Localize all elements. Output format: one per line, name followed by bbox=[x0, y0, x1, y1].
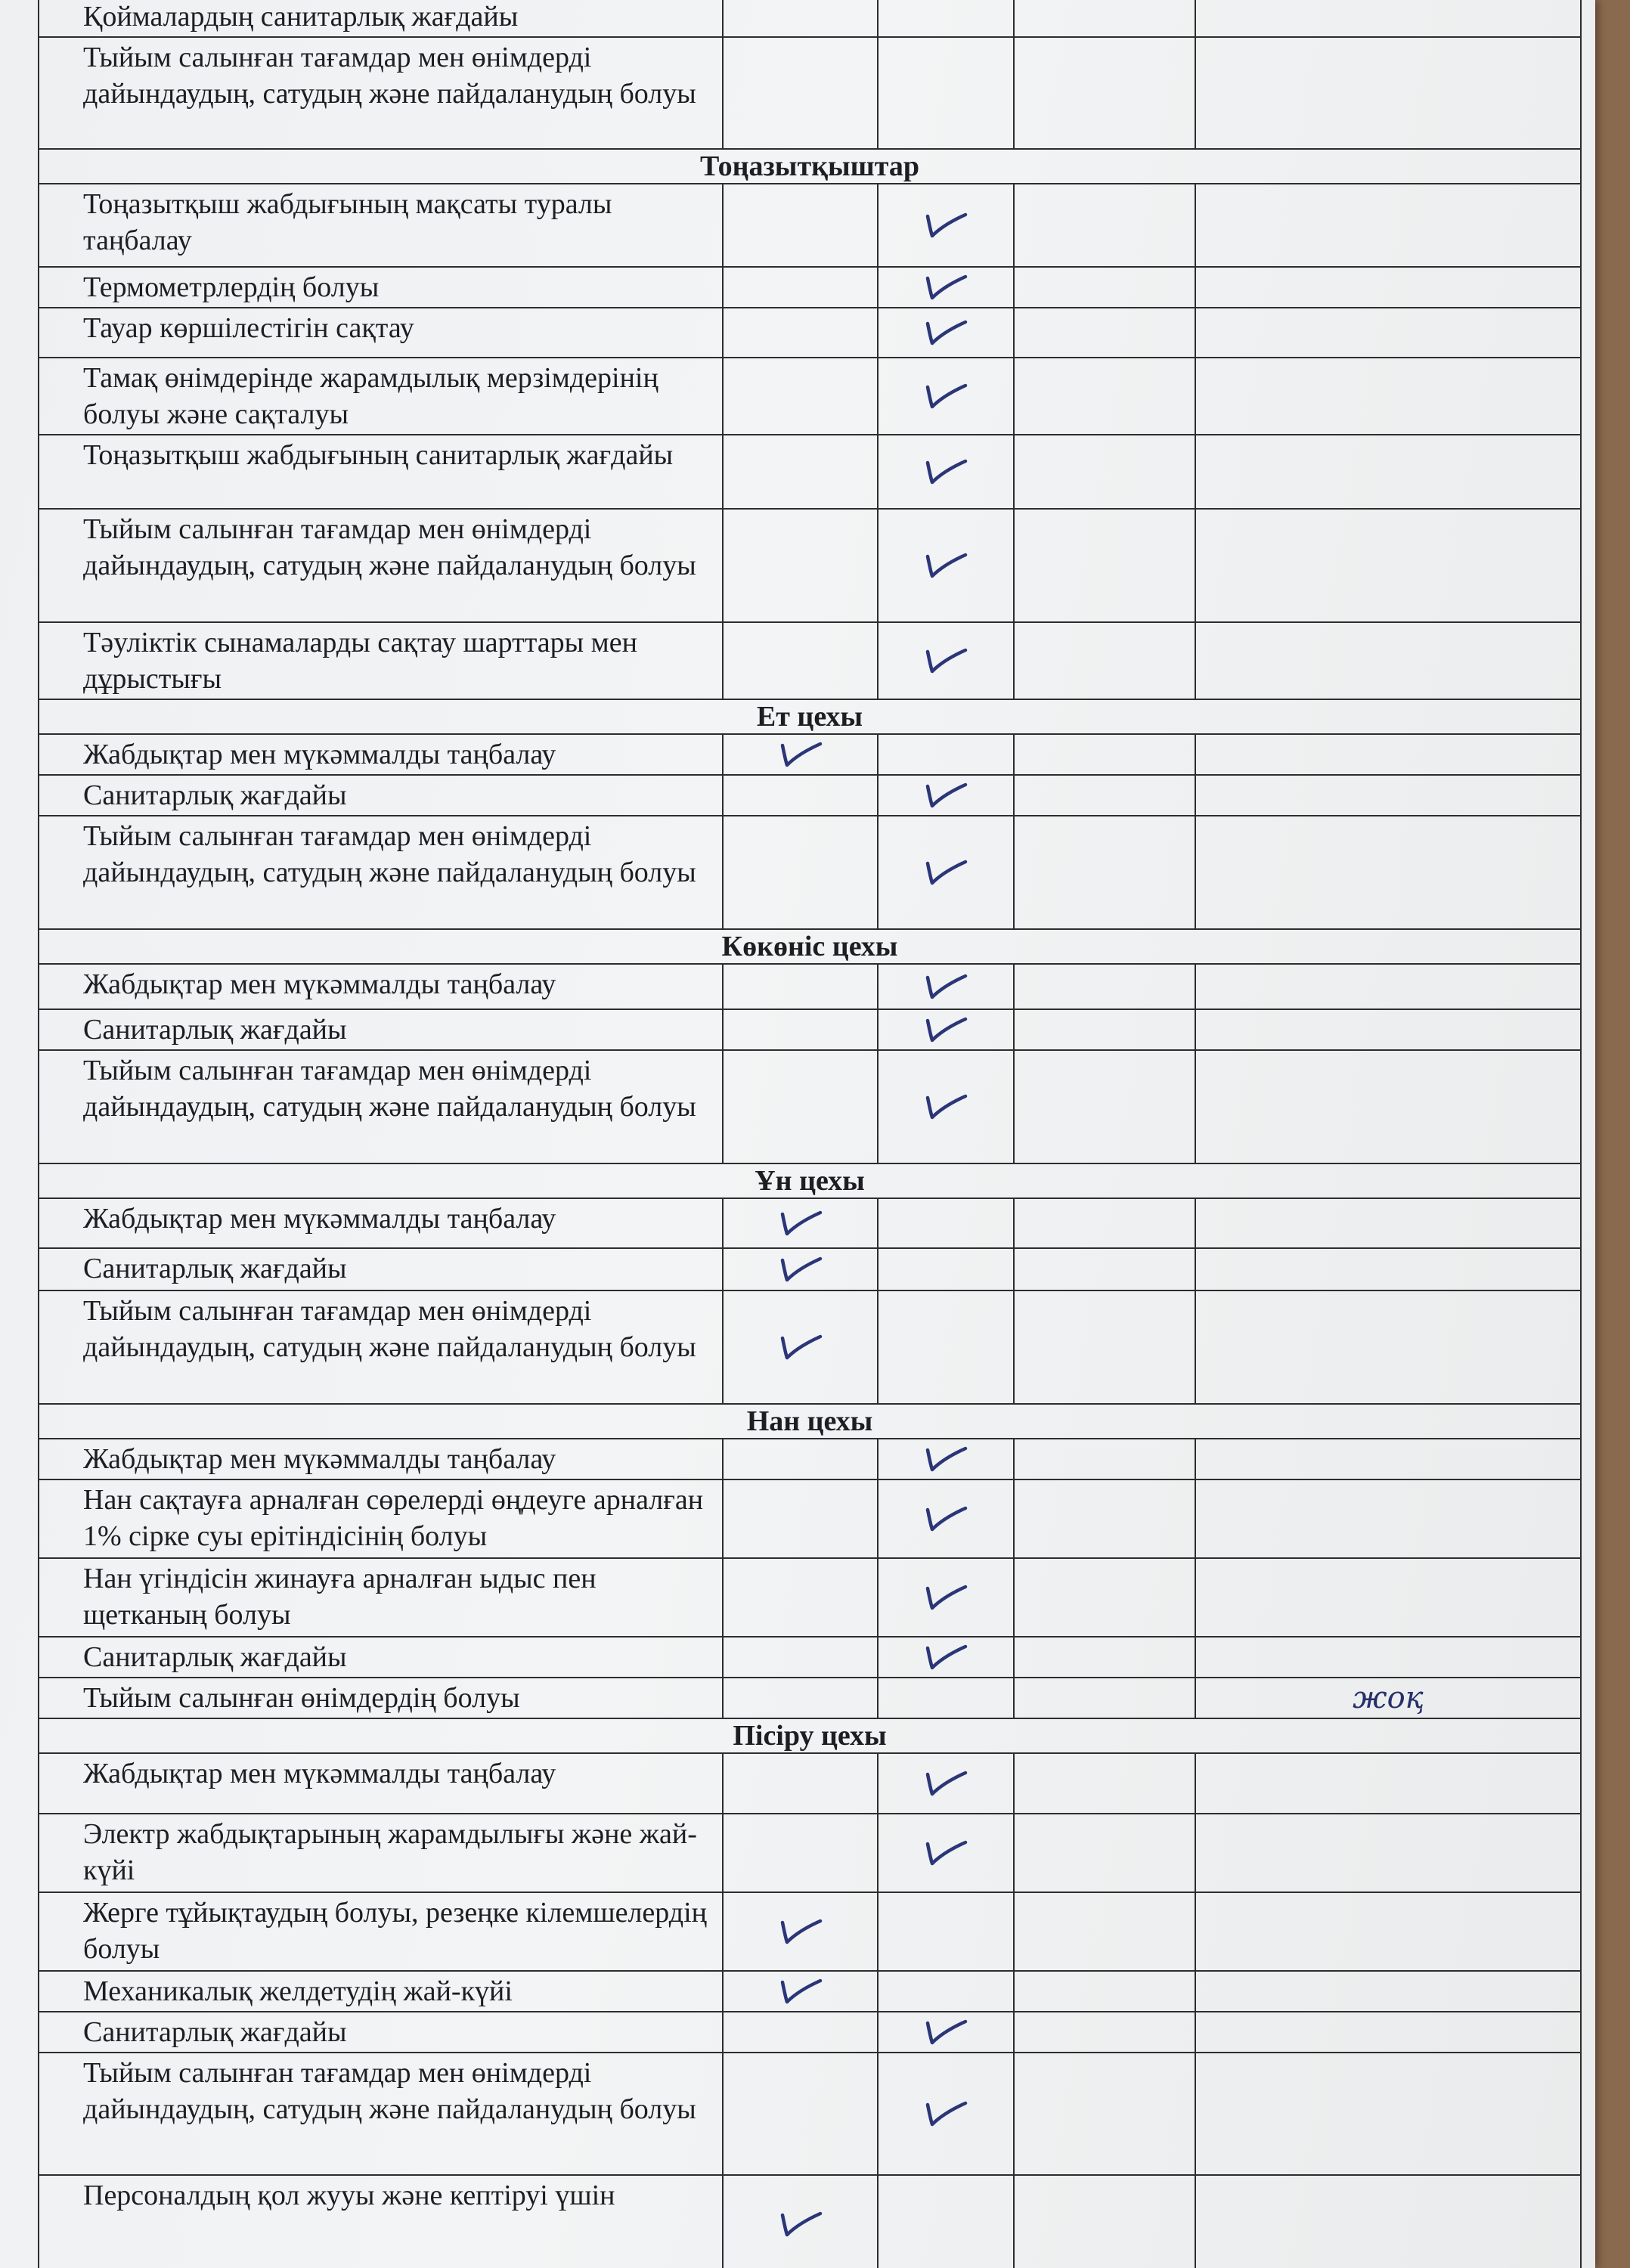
mark-cell-col3 bbox=[1014, 1290, 1195, 1404]
mark-cell-col3 bbox=[1014, 1892, 1195, 1971]
mark-cell-col1 bbox=[723, 1439, 878, 1479]
criterion-label: Жабдықтар мен мүкәммалды таңбалау bbox=[39, 1439, 723, 1479]
checklist-row bbox=[39, 267, 1581, 308]
criterion-label: Тоңазытқыш жабдығының мақсаты туралы таңбалау bbox=[39, 184, 723, 267]
note-cell bbox=[1195, 1050, 1581, 1163]
mark-cell-col1 bbox=[723, 184, 878, 267]
checklist-row bbox=[39, 734, 1581, 775]
note-cell bbox=[1195, 1971, 1581, 2012]
handwritten-check-icon bbox=[922, 1768, 970, 1799]
mark-cell-col2 bbox=[878, 2053, 1014, 2175]
mark-cell-col3 bbox=[1014, 0, 1195, 37]
checklist-row bbox=[39, 1678, 1581, 1718]
handwritten-check-icon bbox=[922, 1092, 970, 1122]
checklist-row bbox=[39, 2053, 1581, 2175]
criterion-label: Механикалық желдетудің жай-күйі bbox=[39, 1971, 723, 2012]
note-cell bbox=[1195, 1479, 1581, 1558]
mark-cell-col2 bbox=[878, 358, 1014, 435]
mark-cell-col1 bbox=[723, 308, 878, 358]
note-cell bbox=[1195, 1814, 1581, 1892]
criterion-label: Электр жабдықтарының жарамдылығы және жай-күйі bbox=[39, 1814, 723, 1892]
handwritten-check-icon bbox=[922, 457, 970, 487]
criterion-label: Қоймалардың санитарлық жағдайы bbox=[39, 0, 723, 37]
mark-cell-col3 bbox=[1014, 509, 1195, 622]
mark-cell-col1 bbox=[723, 1290, 878, 1404]
handwritten-check-icon bbox=[922, 2099, 970, 2129]
mark-cell-col3 bbox=[1014, 1050, 1195, 1163]
mark-cell-col1 bbox=[723, 1479, 878, 1558]
note-cell bbox=[1195, 267, 1581, 308]
criterion-label: Тәуліктік сынамаларды сақтау шарттары мен дұрыстығы bbox=[39, 622, 723, 699]
mark-cell-col1 bbox=[723, 1050, 878, 1163]
criterion-label: Тыйым салынған тағамдар мен өнімдерді дайындаудың, сатудың және пайдаланудың болуы bbox=[39, 509, 723, 622]
mark-cell-col2 bbox=[878, 1892, 1014, 1971]
mark-cell-col1 bbox=[723, 1814, 878, 1892]
mark-cell-col2 bbox=[878, 2012, 1014, 2053]
checklist-row bbox=[39, 1558, 1581, 1637]
checklist-row bbox=[39, 37, 1581, 149]
criterion-label: Тамақ өнімдерінде жарамдылық мерзімдерінің болуы және сақталуы bbox=[39, 358, 723, 435]
note-cell bbox=[1195, 1439, 1581, 1479]
handwritten-check-icon bbox=[776, 739, 825, 770]
note-cell bbox=[1195, 1753, 1581, 1814]
checklist-row bbox=[39, 1479, 1581, 1558]
note-cell bbox=[1195, 1892, 1581, 1971]
mark-cell-col3 bbox=[1014, 1198, 1195, 1248]
note-cell bbox=[1195, 184, 1581, 267]
criterion-label: Тыйым салынған тағамдар мен өнімдерді дайындаудың, сатудың және пайдаланудың болуы bbox=[39, 37, 723, 149]
mark-cell-col1 bbox=[723, 1198, 878, 1248]
mark-cell-col2 bbox=[878, 734, 1014, 775]
mark-cell-col2 bbox=[878, 1637, 1014, 1678]
criterion-label: Жабдықтар мен мүкәммалды таңбалау bbox=[39, 964, 723, 1009]
mark-cell-col3 bbox=[1014, 267, 1195, 308]
handwritten-check-icon bbox=[922, 272, 970, 302]
criterion-label: Санитарлық жағдайы bbox=[39, 1637, 723, 1678]
handwritten-check-icon bbox=[922, 857, 970, 888]
mark-cell-col1 bbox=[723, 622, 878, 699]
criterion-label: Санитарлық жағдайы bbox=[39, 1009, 723, 1050]
mark-cell-col3 bbox=[1014, 964, 1195, 1009]
note-cell bbox=[1195, 964, 1581, 1009]
criterion-label: Персоналдың қол жууы және кептіруі үшін bbox=[39, 2175, 723, 2268]
note-cell bbox=[1195, 0, 1581, 37]
inspection-checklist-table bbox=[38, 0, 1582, 2268]
section-header bbox=[39, 149, 1581, 184]
handwritten-check-icon bbox=[922, 1015, 970, 1045]
mark-cell-col3 bbox=[1014, 2175, 1195, 2268]
note-cell bbox=[1195, 37, 1581, 149]
handwritten-check-icon bbox=[922, 780, 970, 810]
criterion-label: Тыйым салынған тағамдар мен өнімдерді дайындаудың, сатудың және пайдаланудың болуы bbox=[39, 1050, 723, 1163]
mark-cell-col2 bbox=[878, 1814, 1014, 1892]
note-cell bbox=[1195, 2053, 1581, 2175]
criterion-label: Тауар көршілестігін сақтау bbox=[39, 308, 723, 358]
criterion-label: Жабдықтар мен мүкәммалды таңбалау bbox=[39, 1198, 723, 1248]
mark-cell-col1 bbox=[723, 1678, 878, 1718]
checklist-row bbox=[39, 1050, 1581, 1163]
handwritten-check-icon bbox=[922, 210, 970, 240]
handwritten-check-icon bbox=[922, 381, 970, 411]
handwritten-check-icon bbox=[922, 1582, 970, 1613]
mark-cell-col3 bbox=[1014, 184, 1195, 267]
checklist-row bbox=[39, 816, 1581, 929]
mark-cell-col2 bbox=[878, 1558, 1014, 1637]
checklist-row bbox=[39, 775, 1581, 816]
checklist-row bbox=[39, 435, 1581, 509]
section-title: Ет цехы bbox=[39, 699, 1581, 734]
criterion-label: Санитарлық жағдайы bbox=[39, 2012, 723, 2053]
note-cell bbox=[1195, 2175, 1581, 2268]
mark-cell-col3 bbox=[1014, 308, 1195, 358]
mark-cell-col1 bbox=[723, 1009, 878, 1050]
checklist-row bbox=[39, 1892, 1581, 1971]
note-cell bbox=[1195, 509, 1581, 622]
criterion-label: Термометрлердің болуы bbox=[39, 267, 723, 308]
mark-cell-col3 bbox=[1014, 2012, 1195, 2053]
mark-cell-col1 bbox=[723, 2012, 878, 2053]
note-cell bbox=[1195, 1637, 1581, 1678]
mark-cell-col3 bbox=[1014, 1558, 1195, 1637]
mark-cell-col1 bbox=[723, 435, 878, 509]
mark-cell-col2 bbox=[878, 775, 1014, 816]
mark-cell-col1 bbox=[723, 734, 878, 775]
mark-cell-col3 bbox=[1014, 1248, 1195, 1290]
mark-cell-col2 bbox=[878, 267, 1014, 308]
handwritten-check-icon bbox=[922, 646, 970, 676]
mark-cell-col2 bbox=[878, 1971, 1014, 2012]
mark-cell-col2 bbox=[878, 1678, 1014, 1718]
section-header bbox=[39, 1718, 1581, 1753]
checklist-row bbox=[39, 1971, 1581, 2012]
mark-cell-col2 bbox=[878, 184, 1014, 267]
mark-cell-col3 bbox=[1014, 1637, 1195, 1678]
note-cell bbox=[1195, 435, 1581, 509]
mark-cell-col2 bbox=[878, 308, 1014, 358]
mark-cell-col3 bbox=[1014, 775, 1195, 816]
mark-cell-col3 bbox=[1014, 1479, 1195, 1558]
mark-cell-col1 bbox=[723, 0, 878, 37]
checklist-row bbox=[39, 2012, 1581, 2053]
handwritten-check-icon bbox=[922, 318, 970, 348]
mark-cell-col1 bbox=[723, 964, 878, 1009]
handwritten-check-icon bbox=[922, 1642, 970, 1672]
checklist-row bbox=[39, 1439, 1581, 1479]
mark-cell-col1 bbox=[723, 1971, 878, 2012]
checklist-row bbox=[39, 1814, 1581, 1892]
mark-cell-col3 bbox=[1014, 1753, 1195, 1814]
mark-cell-col1 bbox=[723, 1558, 878, 1637]
mark-cell-col2 bbox=[878, 964, 1014, 1009]
mark-cell-col2 bbox=[878, 509, 1014, 622]
handwritten-check-icon bbox=[776, 1208, 825, 1238]
section-title: Пісіру цехы bbox=[39, 1718, 1581, 1753]
section-header bbox=[39, 929, 1581, 964]
mark-cell-col2 bbox=[878, 1009, 1014, 1050]
note-cell bbox=[1195, 1009, 1581, 1050]
mark-cell-col1 bbox=[723, 2053, 878, 2175]
note-cell bbox=[1195, 308, 1581, 358]
note-cell bbox=[1195, 2012, 1581, 2053]
mark-cell-col1 bbox=[723, 358, 878, 435]
criterion-label: Тыйым салынған тағамдар мен өнімдерді дайындаудың, сатудың және пайдаланудың болуы bbox=[39, 816, 723, 929]
mark-cell-col3 bbox=[1014, 1678, 1195, 1718]
handwritten-check-icon bbox=[776, 1976, 825, 2006]
mark-cell-col1 bbox=[723, 2175, 878, 2268]
mark-cell-col1 bbox=[723, 37, 878, 149]
checklist-row bbox=[39, 1198, 1581, 1248]
section-header bbox=[39, 699, 1581, 734]
checklist-row bbox=[39, 1753, 1581, 1814]
handwritten-check-icon bbox=[922, 1504, 970, 1534]
mark-cell-col3 bbox=[1014, 435, 1195, 509]
criterion-label: Нан үгіндісін жинауға арналған ыдыс пен щетканың болуы bbox=[39, 1558, 723, 1637]
criterion-label: Тыйым салынған өнімдердің болуы bbox=[39, 1678, 723, 1718]
handwritten-check-icon bbox=[922, 550, 970, 581]
checklist-row bbox=[39, 0, 1581, 37]
checklist-body bbox=[39, 0, 1581, 2268]
note-cell bbox=[1195, 1290, 1581, 1404]
criterion-label: Жерге тұйықтаудың болуы, резеңке кілемшелердің болуы bbox=[39, 1892, 723, 1971]
mark-cell-col1 bbox=[723, 1248, 878, 1290]
handwritten-check-icon bbox=[776, 1254, 825, 1284]
mark-cell-col1 bbox=[723, 1892, 878, 1971]
criterion-label: Жабдықтар мен мүкәммалды таңбалау bbox=[39, 1753, 723, 1814]
mark-cell-col2 bbox=[878, 622, 1014, 699]
section-title: Тоңазытқыштар bbox=[39, 149, 1581, 184]
checklist-row bbox=[39, 1248, 1581, 1290]
checklist-row bbox=[39, 1290, 1581, 1404]
checklist-row bbox=[39, 622, 1581, 699]
note-cell bbox=[1195, 816, 1581, 929]
handwritten-check-icon bbox=[776, 2209, 825, 2239]
mark-cell-col2 bbox=[878, 37, 1014, 149]
mark-cell-col2 bbox=[878, 2175, 1014, 2268]
mark-cell-col2 bbox=[878, 1050, 1014, 1163]
handwritten-check-icon bbox=[922, 1838, 970, 1868]
note-cell bbox=[1195, 358, 1581, 435]
mark-cell-col3 bbox=[1014, 358, 1195, 435]
handwritten-note: жоқ bbox=[1353, 1681, 1424, 1715]
mark-cell-col1 bbox=[723, 775, 878, 816]
handwritten-check-icon bbox=[776, 1332, 825, 1362]
mark-cell-col3 bbox=[1014, 816, 1195, 929]
mark-cell-col2 bbox=[878, 435, 1014, 509]
mark-cell-col2 bbox=[878, 1248, 1014, 1290]
handwritten-check-icon bbox=[776, 1916, 825, 1947]
checklist-row bbox=[39, 509, 1581, 622]
note-cell bbox=[1195, 734, 1581, 775]
note-cell bbox=[1195, 1558, 1581, 1637]
note-cell bbox=[1195, 775, 1581, 816]
mark-cell-col2 bbox=[878, 816, 1014, 929]
mark-cell-col2 bbox=[878, 1439, 1014, 1479]
mark-cell-col3 bbox=[1014, 622, 1195, 699]
mark-cell-col3 bbox=[1014, 1814, 1195, 1892]
checklist-row bbox=[39, 1637, 1581, 1678]
criterion-label: Тоңазытқыш жабдығының санитарлық жағдайы bbox=[39, 435, 723, 509]
mark-cell-col3 bbox=[1014, 734, 1195, 775]
mark-cell-col3 bbox=[1014, 1439, 1195, 1479]
mark-cell-col1 bbox=[723, 509, 878, 622]
criterion-label: Нан сақтауға арналған сөрелерді өңдеуге арналған 1% сірке суы ерітіндісінің болуы bbox=[39, 1479, 723, 1558]
mark-cell-col2 bbox=[878, 1198, 1014, 1248]
mark-cell-col3 bbox=[1014, 1009, 1195, 1050]
section-header bbox=[39, 1404, 1581, 1439]
checklist-row bbox=[39, 1009, 1581, 1050]
note-cell bbox=[1195, 622, 1581, 699]
mark-cell-col1 bbox=[723, 1753, 878, 1814]
checklist-row bbox=[39, 2175, 1581, 2268]
section-title: Нан цехы bbox=[39, 1404, 1581, 1439]
checklist-row bbox=[39, 358, 1581, 435]
mark-cell-col2 bbox=[878, 1290, 1014, 1404]
mark-cell-col3 bbox=[1014, 37, 1195, 149]
checklist-row bbox=[39, 184, 1581, 267]
section-header bbox=[39, 1163, 1581, 1198]
mark-cell-col3 bbox=[1014, 1971, 1195, 2012]
criterion-label: Тыйым салынған тағамдар мен өнімдерді дайындаудың, сатудың және пайдаланудың болуы bbox=[39, 1290, 723, 1404]
note-cell bbox=[1195, 1248, 1581, 1290]
criterion-label: Санитарлық жағдайы bbox=[39, 1248, 723, 1290]
mark-cell-col2 bbox=[878, 0, 1014, 37]
mark-cell-col3 bbox=[1014, 2053, 1195, 2175]
checklist-row bbox=[39, 964, 1581, 1009]
section-title: Көкөніс цехы bbox=[39, 929, 1581, 964]
mark-cell-col1 bbox=[723, 267, 878, 308]
mark-cell-col2 bbox=[878, 1753, 1014, 1814]
handwritten-check-icon bbox=[922, 971, 970, 1002]
section-title: Ұн цехы bbox=[39, 1163, 1581, 1198]
criterion-label: Тыйым салынған тағамдар мен өнімдерді дайындаудың, сатудың және пайдаланудың болуы bbox=[39, 2053, 723, 2175]
handwritten-check-icon bbox=[922, 1444, 970, 1474]
mark-cell-col2 bbox=[878, 1479, 1014, 1558]
note-cell bbox=[1195, 1678, 1581, 1718]
note-cell bbox=[1195, 1198, 1581, 1248]
checklist-row bbox=[39, 308, 1581, 358]
criterion-label: Жабдықтар мен мүкәммалды таңбалау bbox=[39, 734, 723, 775]
handwritten-check-icon bbox=[922, 2017, 970, 2047]
mark-cell-col1 bbox=[723, 816, 878, 929]
criterion-label: Санитарлық жағдайы bbox=[39, 775, 723, 816]
mark-cell-col1 bbox=[723, 1637, 878, 1678]
